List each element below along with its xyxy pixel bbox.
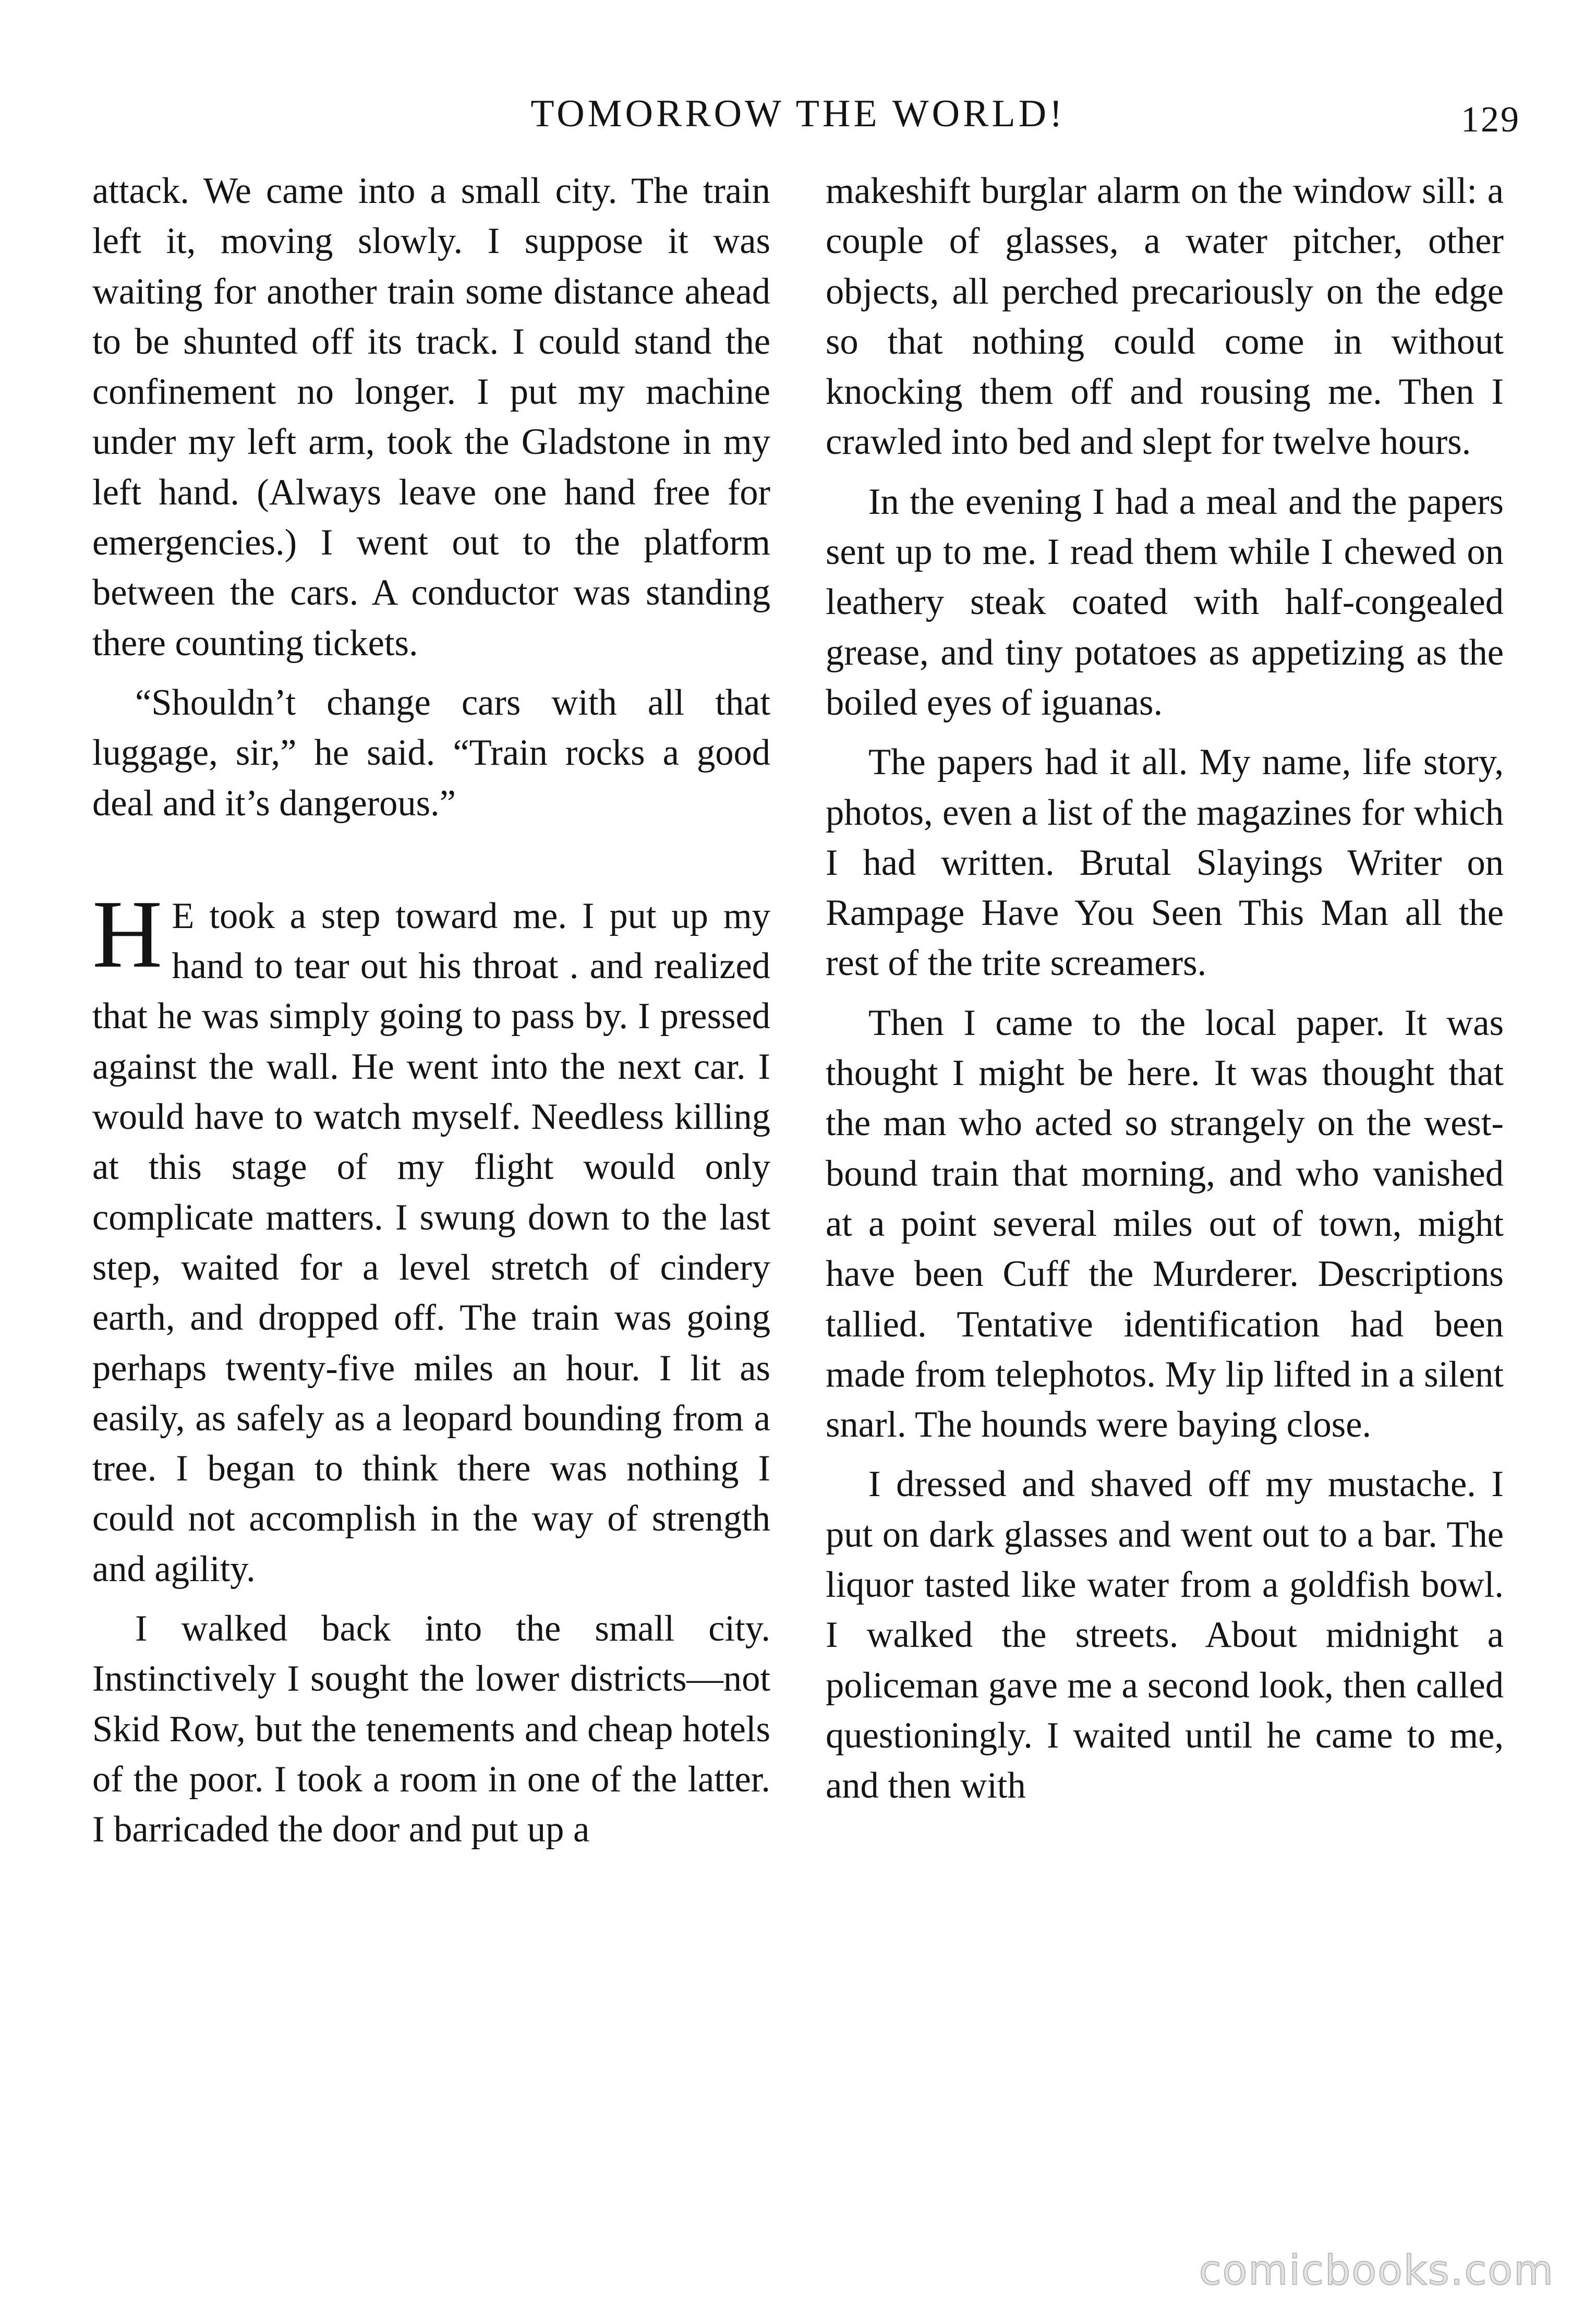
right-paragraph-2: In the evening I had a meal and the papers sent up to me. I read them while I chewed on leathery steak coated with half-congealed grease, and tiny potatoes as appetizing as the boiled eyes of iguanas.: [826, 481, 1504, 723]
right-paragraph-1: makeshift burglar alarm on the window sill: a couple of glasses, a water pitcher, other objects, all perched precariously on the edge so that nothing could come in without knocking them off and rousing me. Then I crawled into bed and slept for twelve hours.: [826, 171, 1504, 463]
page-header: [0, 92, 1596, 144]
drop-cap: H: [92, 880, 163, 988]
right-column: [826, 166, 1504, 1821]
right-paragraph-3: The papers had it all. My name, life story, photos, even a list of the magazines for which I had written. Brutal Slayings Writer on Rampage Have You Seen This Man all the rest of the trite screamers.: [826, 742, 1504, 984]
left-column: [92, 166, 770, 1864]
right-paragraph-5: I dressed and shaved off my mustache. I put on dark glasses and went out to a bar. The liquor tasted like water from a goldfish bowl. I walked the streets. About midnight a policeman gave me a second look, then called questioningly. I waited until he came to me, and then with: [826, 1464, 1504, 1806]
left-paragraph-3-text: E took a step toward me. I put up my hand to tear out his throat . and realized that he was simply going to pass by. I pressed against the wall. He went into the next car. I would have to watch myself. Needless killing at this stage of my flight would only complicate matters. I swung down to the last step, waited for a level stretch of cindery earth, and dropped off. The train was going perhaps twenty-five miles an hour. I lit as easily, as safely as a leopard bounding from a tree. I began to think there was nothing I could not accomplish in the way of strength and agility.: [92, 895, 770, 1589]
left-paragraph-2: “Shouldn’t change cars with all that luggage, sir,” he said. “Train rocks a good deal and it’s dangerous.”: [92, 682, 770, 824]
page-number: 129: [1461, 100, 1520, 140]
left-paragraph-3: [92, 880, 770, 1594]
left-paragraph-1: attack. We came into a small city. The train left it, moving slowly. I suppose it was waiting for another train some distance ahead to be shunted off its track. I could stand the confinement no longer. I put my machine under my left arm, took the Gladstone in my left hand. (Always leave one hand free for emergencies.) I went out to the platform between the cars. A conductor was standing there counting tickets.: [92, 171, 770, 664]
watermark-logo: comicbooks.com: [1199, 2247, 1554, 2294]
running-title: TOMORROW THE WORLD!: [530, 92, 1066, 135]
right-paragraph-4: Then I came to the local paper. It was thought I might be here. It was thought that the man who acted so strangely on the west-bound train that morning, and who vanished at a point several miles out of town, might have been Cuff the Murderer. Descriptions tallied. Tentative identification had been made from telephotos. My lip lifted in a silent snarl. The hounds were baying close.: [826, 1002, 1504, 1445]
left-paragraph-4: I walked back into the small city. Instinctively I sought the lower districts—not Skid Row, but the tenements and cheap hotels of the poor. I took a room in one of the latter. I barricaded the door and put up a: [92, 1608, 770, 1850]
